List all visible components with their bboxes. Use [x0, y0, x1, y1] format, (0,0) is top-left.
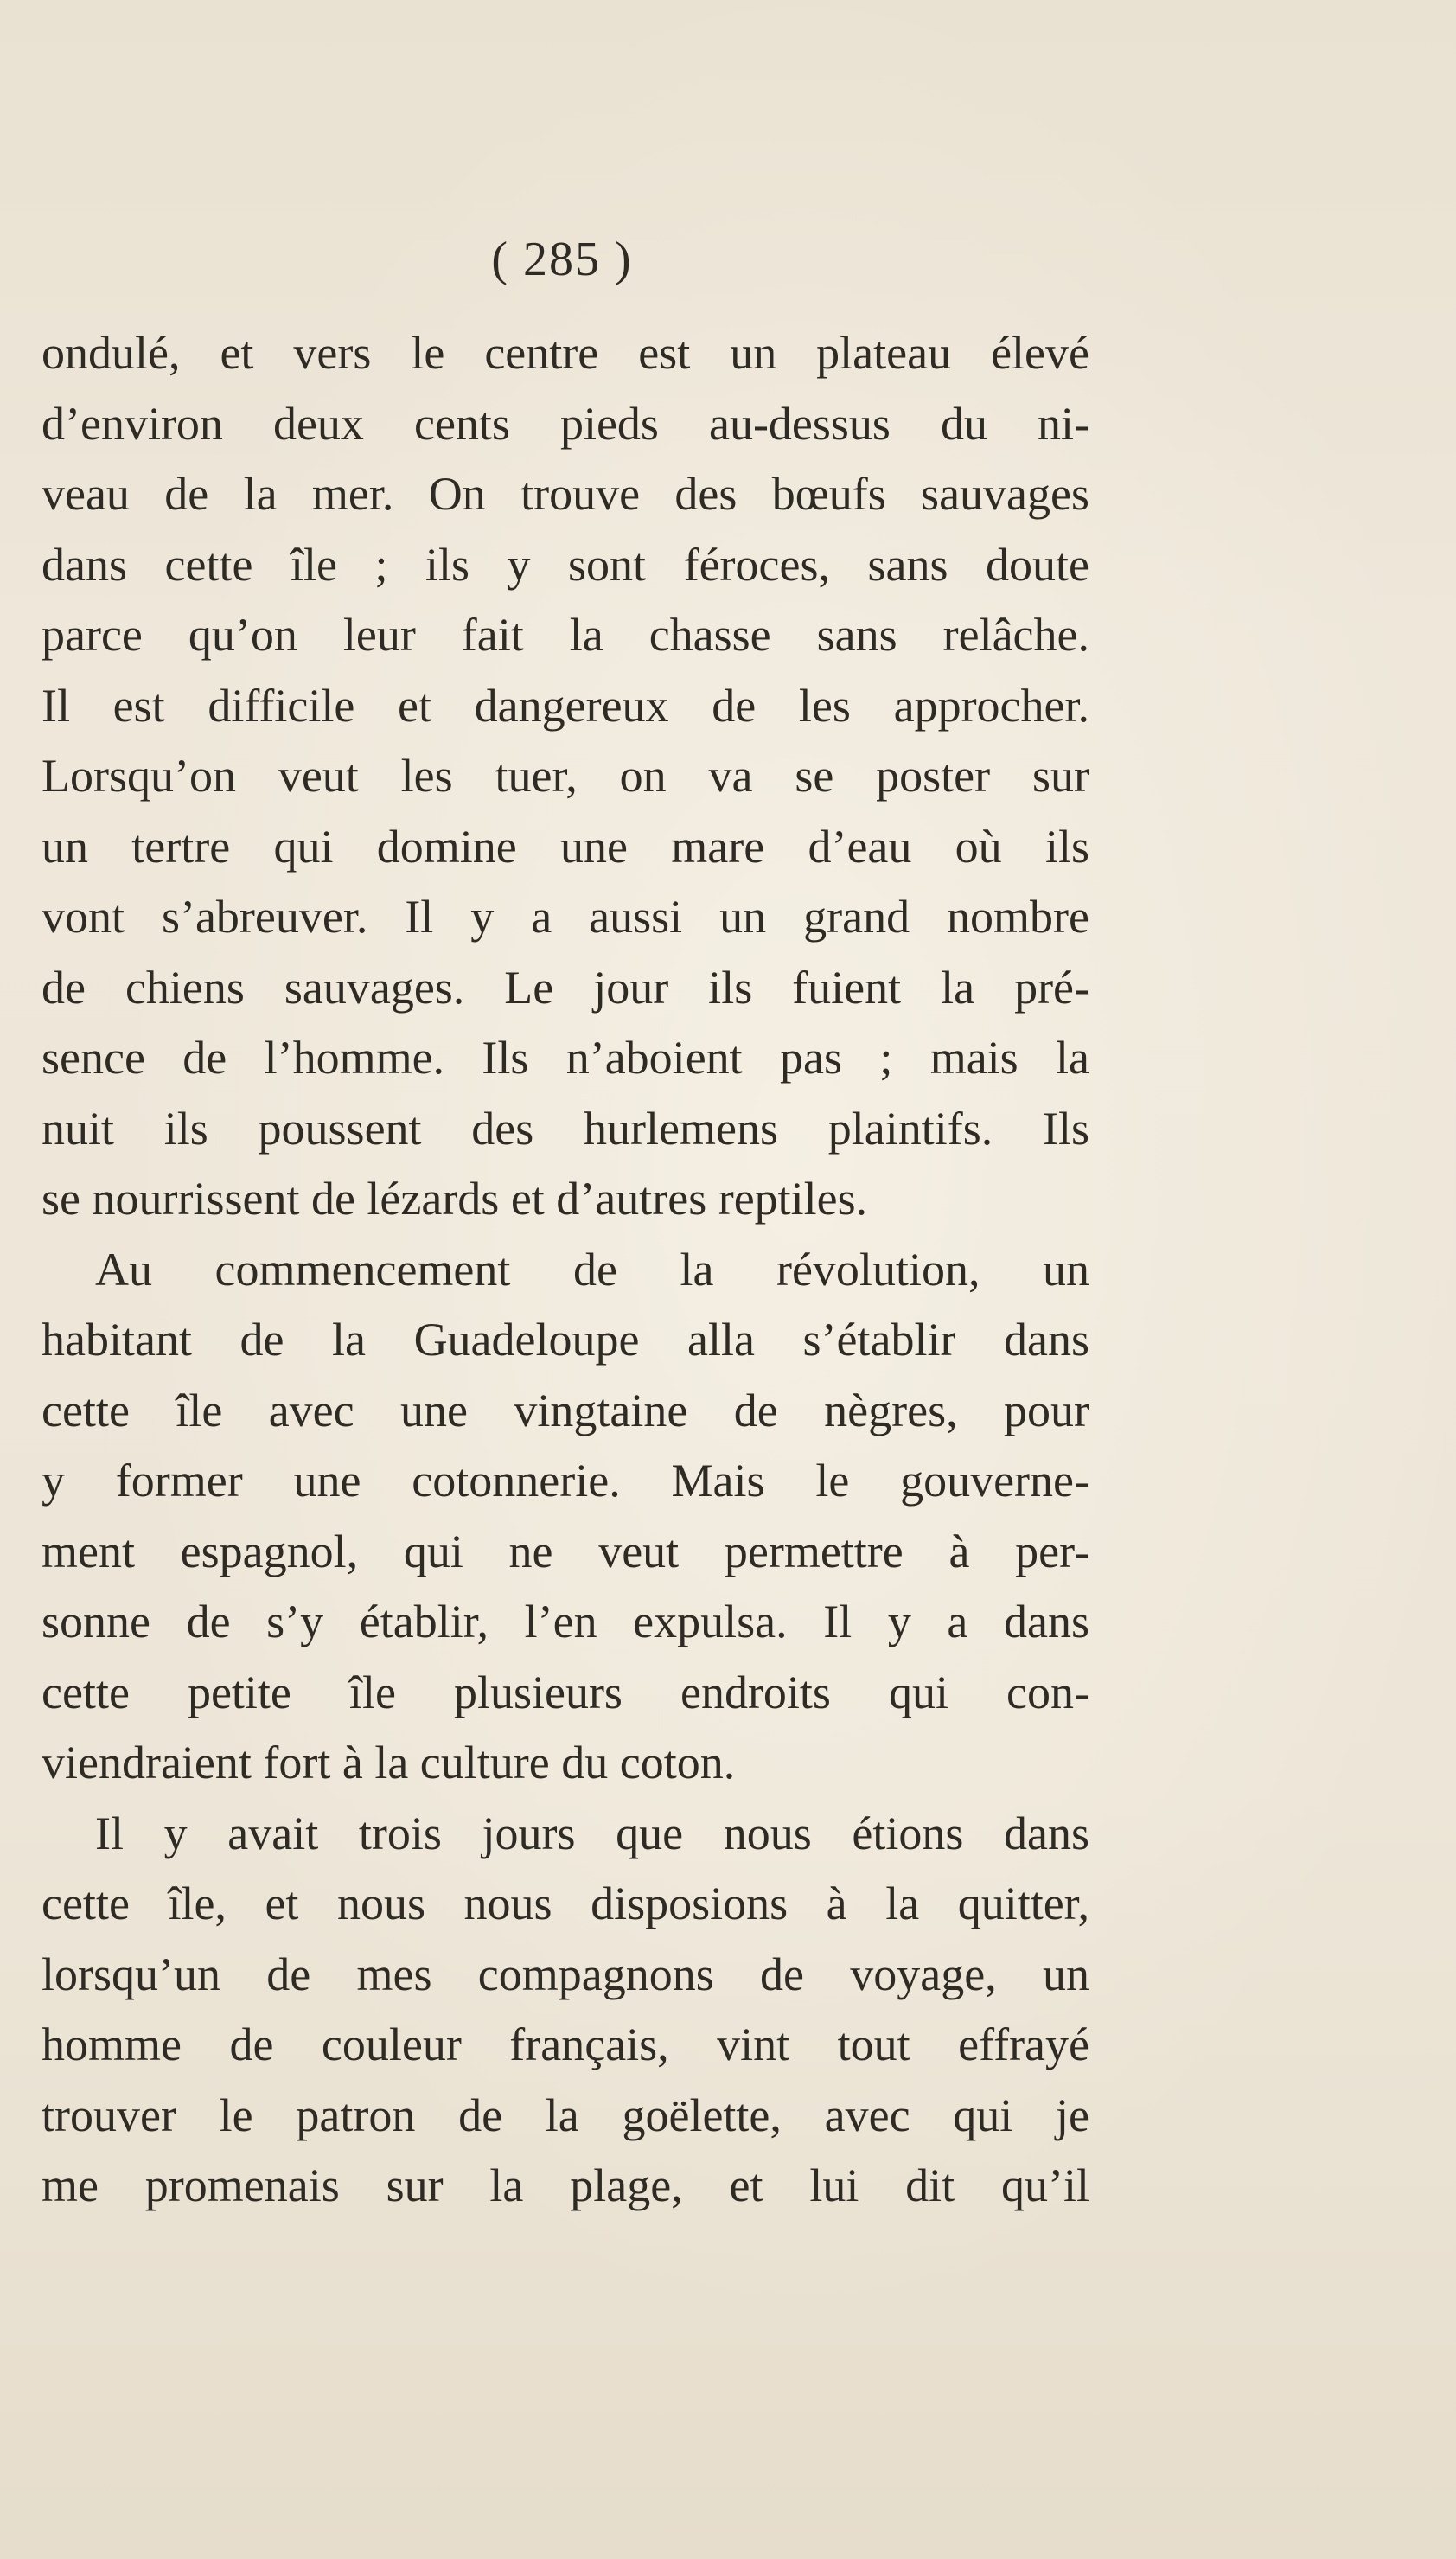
text-line: y former une cotonnerie. Mais le gouverne- — [42, 1455, 1089, 1507]
text-line: Il y avait trois jours que nous étions dans — [95, 1807, 1089, 1859]
text-line: ondulé, et vers le centre est un plateau élevé — [42, 327, 1089, 379]
text-line: Il est difficile et dangereux de les approcher. — [42, 679, 1089, 732]
body-text — [42, 318, 1089, 2222]
text-line: viendraient fort à la culture du coton. — [42, 1737, 736, 1788]
text-line: sence de l’homme. Ils n’aboient pas ; mais la — [42, 1032, 1089, 1084]
text-line: lorsqu’un de mes compagnons de voyage, un — [42, 1948, 1089, 2000]
text-line: cette île, et nous nous disposions à la quitter, — [42, 1878, 1089, 1929]
text-line: se nourrissent de lézards et d’autres reptiles. — [42, 1173, 868, 1225]
text-line: cette petite île plusieurs endroits qui con- — [42, 1666, 1089, 1718]
text-line: nuit ils poussent des hurlemens plaintifs. Ils — [42, 1102, 1089, 1155]
text-line: d’environ deux cents pieds au-dessus du ni- — [42, 397, 1089, 450]
text-line: veau de la mer. On trouve des bœufs sauvages — [42, 468, 1089, 520]
text-line: ment espagnol, qui ne veut permettre à per- — [42, 1525, 1089, 1577]
text-line: Lorsqu’on veut les tuer, on va se poster sur — [42, 750, 1089, 802]
text-line: habitant de la Guadeloupe alla s’établir dans — [42, 1314, 1089, 1366]
text-line: trouver le patron de la goëlette, avec qui je — [42, 2089, 1089, 2141]
text-line: sonne de s’y établir, l’en expulsa. Il y a dans — [42, 1596, 1089, 1647]
text-line: cette île avec une vingtaine de nègres, pour — [42, 1384, 1089, 1436]
text-line: de chiens sauvages. Le jour ils fuient la pré- — [42, 961, 1089, 1014]
text-line: un tertre qui domine une mare d’eau où ils — [42, 820, 1089, 873]
text-line: Au commencement de la révolution, un — [95, 1243, 1089, 1295]
text-line: dans cette île ; ils y sont féroces, sans doute — [42, 538, 1089, 591]
text-line: vont s’abreuver. Il y a aussi un grand nombre — [42, 891, 1089, 943]
page-number: ( 285 ) — [491, 233, 633, 286]
text-line: me promenais sur la plage, et lui dit qu’il — [42, 2159, 1089, 2211]
text-line: parce qu’on leur fait la chasse sans relâche. — [42, 609, 1089, 661]
text-line: homme de couleur français, vint tout effrayé — [42, 2018, 1089, 2070]
